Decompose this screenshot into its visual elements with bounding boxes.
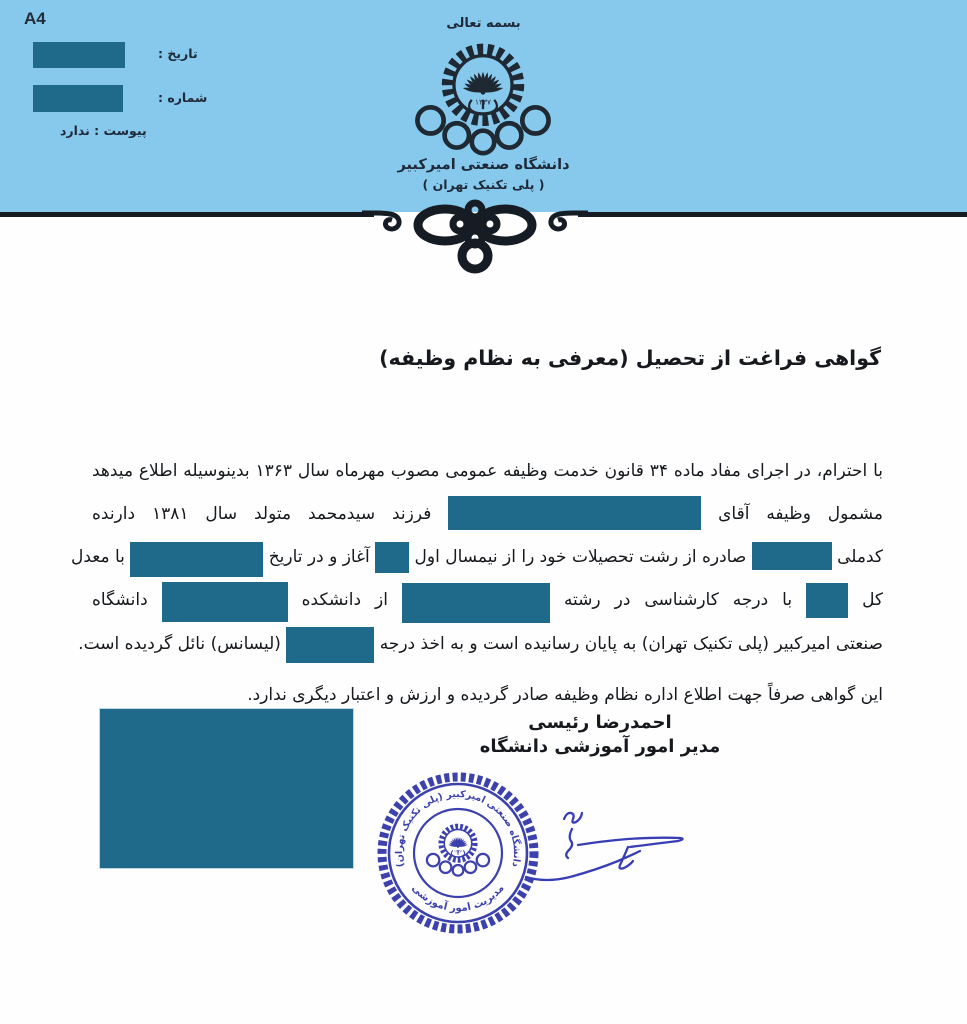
handwritten-signature — [520, 793, 688, 885]
stamp-ring-text-bottom: مدیریت امور آموزشی — [409, 882, 507, 915]
redacted-student-name — [448, 496, 701, 530]
certificate-body — [70, 450, 884, 717]
redacted-start-date — [130, 542, 263, 577]
ornament-divider-icon — [362, 197, 588, 275]
document-title: گواهی فراغت از تحصیل (معرفی به نظام وظیفه) — [379, 346, 881, 370]
redacted-national-id — [752, 542, 832, 570]
redacted-photo-area — [100, 709, 353, 868]
body-line-3: کدملی صادره از رشت تحصیلات خود را از نیمسال اول آغاز و در تاریخ با معدل — [92, 536, 883, 579]
svg-text:مدیریت امور آموزشی — [409, 883, 506, 914]
university-name: دانشگاه صنعتی امیرکبیر — [397, 157, 570, 173]
body-line-4: کل با درجه کارشناسی در رشته از دانشکده دانشگاه — [92, 579, 883, 623]
signatory-title: مدیر امور آموزشی دانشگاه — [479, 736, 721, 757]
bismillah-text: بسمه تعالی — [446, 16, 521, 31]
letterhead-banner — [0, 0, 967, 212]
body-line-1: با احترام، در اجرای مفاد ماده ۳۴ قانون خدمت وظیفه عمومی مصوب مهرماه سال ۱۳۶۳ بدینوسیله اطلاع میدهد — [92, 461, 883, 481]
university-subtitle: ( پلی تکنیک تهران ) — [422, 177, 545, 192]
redacted-faculty — [162, 582, 288, 622]
attachment-field: پیوست : ندارد — [60, 123, 147, 138]
paper-size-label: A4 — [24, 9, 46, 28]
closing-line: این گواهی صرفاً جهت اطلاع اداره نظام وظیفه صادر گردیده و ارزش و اعتبار دیگری ندارد. — [247, 685, 883, 705]
redacted-major — [402, 583, 550, 623]
redacted-semester-year — [375, 542, 409, 573]
signatory-name: احمدرضا رئیسی — [528, 712, 672, 733]
university-logo-icon — [408, 38, 558, 156]
redacted-degree — [286, 627, 374, 663]
number-field-label: شماره : — [158, 90, 208, 105]
body-line-5: صنعتی امیرکبیر (پلی تکنیک تهران) به پایان رسانیده است و به اخذ درجه (لیسانس) نائل گردیده است. — [92, 623, 883, 666]
header-rule-left — [0, 212, 374, 217]
stamp-center-logo-icon — [427, 826, 489, 875]
header-rule-right — [578, 212, 967, 217]
body-line-2: مشمول وظیفه آقای فرزند سیدمحمد متولد سال ۱۳۸۱ دارنده — [92, 493, 883, 536]
signatory-block — [450, 711, 750, 759]
redacted-gpa — [806, 583, 848, 618]
stamp-ring-text-top: دانشگاه صنعتی امیرکبیر (پلی تکنیک تهران) — [393, 788, 523, 869]
redacted-number-value — [33, 85, 123, 112]
redacted-date-value — [33, 42, 125, 68]
date-field-label: تاریخ : — [158, 46, 198, 61]
